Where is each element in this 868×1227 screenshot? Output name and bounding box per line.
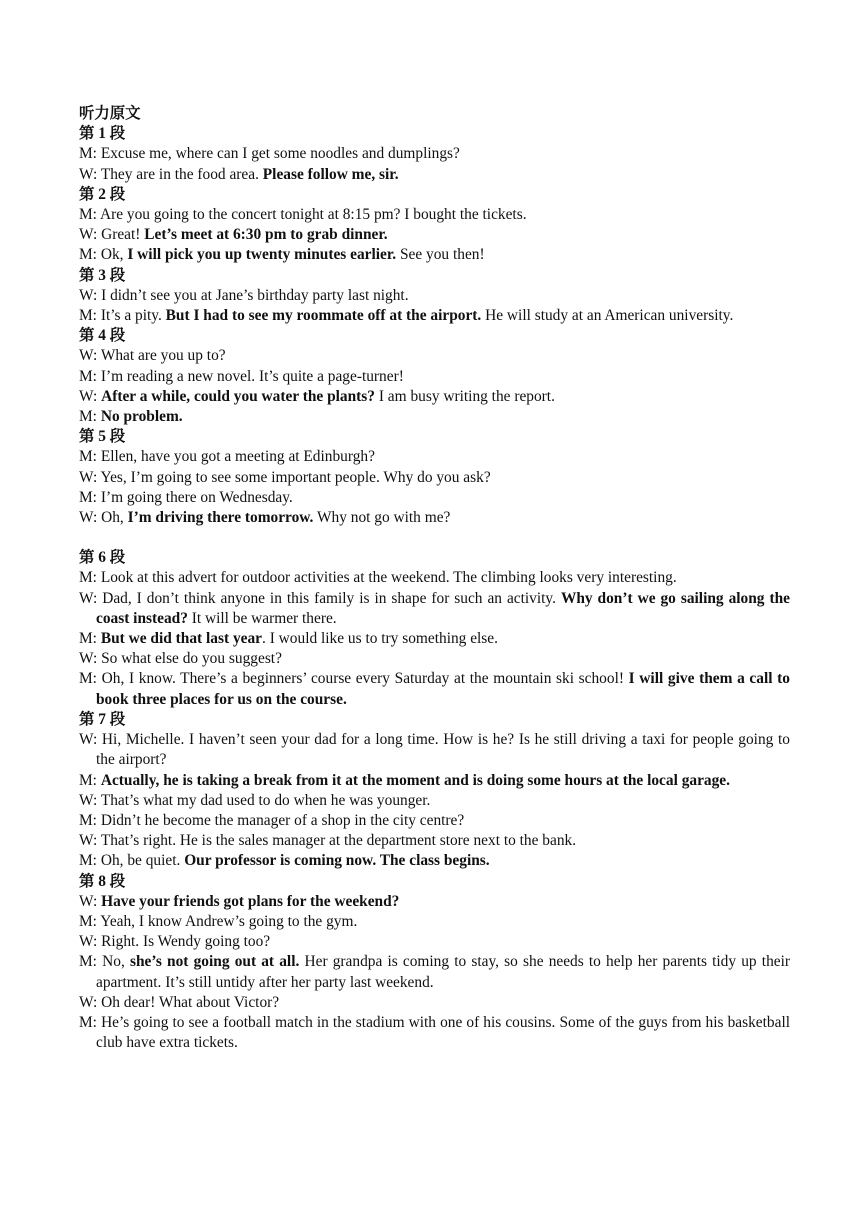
speaker-label: M: — [79, 852, 97, 870]
dialogue-text: They are in the food area. — [100, 165, 263, 183]
dialogue-text: That’s right. He is the sales manager at the department store next to the bank. — [100, 832, 577, 850]
dialogue-line — [79, 669, 790, 709]
speaker-label: W: — [79, 226, 98, 244]
dialogue-text: Right. Is Wendy going too? — [101, 933, 271, 951]
speaker-label: M: — [79, 307, 97, 325]
answer-key-text: Why don’t we go sailing along the coast instead? — [96, 589, 790, 627]
dialogue-text: . I would like us to try something else. — [262, 630, 498, 648]
dialogue-text: Why not go with me? — [313, 509, 451, 527]
speaker-label: M: — [79, 408, 97, 426]
dialogue-text: Hi, Michelle. I haven’t seen your dad for a long time. How is he? Is he still driving a taxi for people going to the airport? — [96, 731, 790, 769]
speaker-label: M: — [79, 367, 97, 385]
dialogue-text: I didn’t see you at Jane’s birthday party last night. — [101, 286, 409, 304]
dialogue-line — [79, 952, 790, 992]
speaker-label: W: — [79, 509, 98, 527]
answer-key-text: No problem. — [100, 408, 183, 426]
dialogue-line — [79, 649, 790, 669]
dialogue-line — [79, 165, 790, 185]
answer-key-text: I’m driving there tomorrow. — [127, 509, 314, 527]
speaker-label: M: — [79, 912, 97, 930]
section-heading: 第 1 段 — [79, 125, 126, 143]
speaker-label: M: — [79, 206, 97, 224]
dialogue-text: Dad, I don’t think anyone in this family is in shape for such an activity. — [102, 589, 561, 607]
dialogue-line — [79, 468, 790, 488]
dialogue-line — [79, 811, 790, 831]
speaker-label: M: — [79, 953, 97, 971]
dialogue-line — [79, 225, 790, 245]
dialogue-text: Ok, — [100, 246, 128, 264]
section-heading: 第 3 段 — [79, 266, 126, 284]
dialogue-text: Great! — [101, 226, 145, 244]
dialogue-line — [79, 387, 790, 407]
answer-key-text: Have your friends got plans for the weekend? — [101, 892, 400, 910]
speaker-label: M: — [79, 448, 97, 466]
answer-key-text: she’s not going out at all. — [129, 953, 300, 971]
dialogue-text: I am busy writing the report. — [374, 387, 555, 405]
speaker-label: W: — [79, 832, 98, 850]
dialogue-line — [79, 589, 790, 629]
speaker-label: M: — [79, 670, 97, 688]
dialogue-line — [79, 346, 790, 366]
section-gap — [79, 528, 790, 548]
dialogue-line — [79, 771, 790, 791]
dialogue-line — [79, 245, 790, 265]
speaker-label: W: — [79, 286, 98, 304]
dialogue-line — [79, 932, 790, 952]
dialogue-line — [79, 508, 790, 528]
dialogue-line — [79, 892, 790, 912]
dialogue-text: Oh, I know. There’s a beginners’ course every Saturday at the mountain ski school! — [101, 670, 629, 688]
speaker-label: M: — [79, 145, 97, 163]
dialogue-line — [79, 306, 790, 326]
speaker-label: W: — [79, 650, 98, 668]
speaker-label: M: — [79, 1013, 97, 1031]
dialogue-line — [79, 629, 790, 649]
speaker-label: W: — [79, 791, 98, 809]
speaker-label: M: — [79, 771, 97, 789]
section-heading: 第 5 段 — [79, 428, 126, 446]
section-heading: 第 6 段 — [79, 549, 126, 567]
speaker-label: W: — [79, 347, 98, 365]
answer-key-text: Actually, he is taking a break from it at the moment and is doing some hours at the local garage. — [100, 771, 730, 789]
speaker-label: M: — [79, 569, 97, 587]
dialogue-line — [79, 367, 790, 387]
dialogue-line — [79, 568, 790, 588]
dialogue-line — [79, 993, 790, 1013]
speaker-label: W: — [79, 993, 98, 1011]
dialogue-line — [79, 407, 790, 427]
dialogue-text: Look at this advert for outdoor activities at the weekend. The climbing looks very interesting. — [100, 569, 677, 587]
dialogue-line — [79, 730, 790, 770]
speaker-label: M: — [79, 811, 97, 829]
dialogue-line — [79, 144, 790, 164]
dialogue-text: Excuse me, where can I get some noodles and dumplings? — [100, 145, 460, 163]
speaker-label: W: — [79, 468, 98, 486]
dialogue-text: It’s a pity. — [100, 307, 166, 325]
dialogue-text: Are you going to the concert tonight at 8:15 pm? I bought the tickets. — [99, 206, 527, 224]
dialogue-text: Her grandpa is coming to stay, so she needs to help her parents tidy up their apartment. It’s still untidy after her party last weekend. — [96, 953, 790, 991]
speaker-label: W: — [79, 933, 98, 951]
dialogue-line — [79, 286, 790, 306]
speaker-label: W: — [79, 892, 98, 910]
dialogue-text: Didn’t he become the manager of a shop in the city centre? — [100, 811, 465, 829]
dialogue-text: That’s what my dad used to do when he was younger. — [100, 791, 431, 809]
answer-key-text: After a while, could you water the plants? — [101, 387, 375, 405]
dialogue-text: Oh, — [101, 509, 128, 527]
dialogue-text: Oh, be quiet. — [100, 852, 185, 870]
answer-key-text: Let’s meet at 6:30 pm to grab dinner. — [144, 226, 388, 244]
dialogue-text: See you then! — [396, 246, 485, 264]
dialogue-line — [79, 851, 790, 871]
transcript-page — [79, 104, 790, 1053]
speaker-label: W: — [79, 387, 98, 405]
dialogue-line — [79, 488, 790, 508]
dialogue-text: Yeah, I know Andrew’s going to the gym. — [100, 912, 358, 930]
section-heading: 第 2 段 — [79, 185, 126, 203]
section-heading: 第 4 段 — [79, 327, 126, 345]
dialogue-line — [79, 791, 790, 811]
speaker-label: W: — [79, 589, 98, 607]
dialogue-text: I’m reading a new novel. It’s quite a page-turner! — [100, 367, 404, 385]
dialogue-text: He’s going to see a football match in the stadium with one of his cousins. Some of the guys from his basketball club have extra tickets. — [96, 1013, 790, 1052]
speaker-label: M: — [79, 246, 97, 264]
answer-key-text: Our professor is coming now. The class begins. — [184, 852, 490, 870]
answer-key-text: But I had to see my roommate off at the airport. — [165, 307, 482, 325]
answer-key-text: Please follow me, sir. — [262, 165, 399, 183]
dialogue-line — [79, 1013, 790, 1053]
dialogue-text: What are you up to? — [100, 347, 226, 365]
answer-key-text: I will give them a call to book three places for us on the course. — [96, 670, 790, 708]
answer-key-text: But we did that last year — [100, 630, 263, 648]
dialogue-text: Ellen, have you got a meeting at Edinburgh? — [100, 448, 375, 466]
section-heading: 第 7 段 — [79, 710, 126, 728]
dialogue-line — [79, 912, 790, 932]
section-heading: 第 8 段 — [79, 872, 126, 890]
transcript-sections — [79, 124, 790, 1053]
dialogue-line — [79, 447, 790, 467]
dialogue-text: Yes, I’m going to see some important people. Why do you ask? — [100, 468, 491, 486]
dialogue-text: It will be warmer there. — [187, 609, 337, 627]
answer-key-text: I will pick you up twenty minutes earlier. — [127, 246, 397, 264]
speaker-label: W: — [79, 731, 98, 749]
dialogue-line — [79, 831, 790, 851]
dialogue-line — [79, 205, 790, 225]
dialogue-text: Oh dear! What about Victor? — [101, 993, 280, 1011]
dialogue-text: He will study at an American university. — [481, 307, 734, 325]
dialogue-text: No, — [102, 953, 130, 971]
page-title: 听力原文 — [79, 105, 141, 122]
speaker-label: M: — [79, 630, 97, 648]
speaker-label: M: — [79, 488, 97, 506]
dialogue-text: So what else do you suggest? — [101, 650, 282, 668]
dialogue-text: I’m going there on Wednesday. — [100, 488, 293, 506]
speaker-label: W: — [79, 165, 98, 183]
